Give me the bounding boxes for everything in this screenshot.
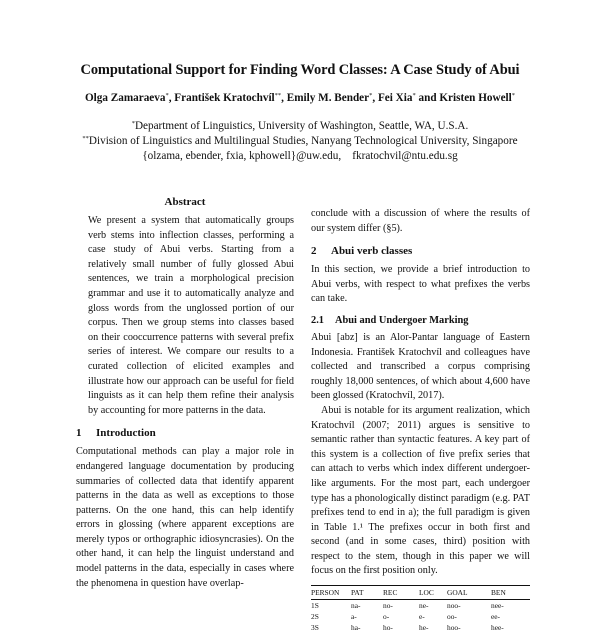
prefix-table xyxy=(311,585,530,633)
table-cell: he- xyxy=(419,623,429,633)
author-name: František Kratochvíl xyxy=(174,92,275,104)
section-heading-verb-classes xyxy=(311,245,530,257)
table-cell: ee- xyxy=(491,612,501,622)
table-cell: 2S xyxy=(311,612,319,622)
table-header-cell: PERSON xyxy=(311,586,351,600)
abui-paragraph-2: Abui is notable for its argument realization, which Kratochvíl (2007; 2011) argues is sensitive to semantic rather than syntactic features. A key part of this system is a collection of five prefix series that can attach to verbs which index different undergoer-like arguments. For the most part, each undergoer type has a phonologically distinct paradigm (e.g. PAT prefixes tend to end in a); the full paradigm is given in Table 1.¹ The prefixes occur in both first and second (and in some cases, third) position with respect to the stem, though in this paper we will focus on the first position only. xyxy=(311,404,530,577)
subsection-heading-undergoer xyxy=(311,315,530,326)
author-affiliation-mark: * xyxy=(369,92,373,99)
table-cell: no- xyxy=(383,601,393,611)
subsection-title: Abui and Undergoer Marking xyxy=(335,314,469,326)
author-affiliation-mark: * xyxy=(165,92,169,99)
table-row xyxy=(311,611,530,622)
author-affiliation-mark: * xyxy=(511,92,516,99)
author-name: Emily M. Bender xyxy=(286,92,370,104)
section-title: Introduction xyxy=(96,427,156,440)
table-cell: noo- xyxy=(447,601,461,611)
table-cell: ho- xyxy=(383,623,393,633)
table-row xyxy=(311,600,530,612)
table-cell: a- xyxy=(351,612,357,622)
subsection-number: 2.1 xyxy=(311,314,324,326)
section-number: 1 xyxy=(76,427,82,440)
table-cell: ha- xyxy=(351,623,361,633)
table-header-cell: BEN xyxy=(491,586,530,600)
affiliation-text: Department of Linguistics, University of Washington, Seattle, WA, U.S.A. xyxy=(134,120,469,132)
affiliation-mark: ** xyxy=(82,135,89,142)
table-cell: na- xyxy=(351,601,361,611)
author-name: Olga Zamaraeva xyxy=(84,92,166,104)
right-column xyxy=(311,207,530,633)
affiliation-text: Division of Linguistics and Multilingual Studies, Nanyang Technological University, Singapore xyxy=(88,135,518,147)
author-emails: {olzama, ebender, fxia, kphowell}@uw.edu, fkratochvil@ntu.edu.sg xyxy=(142,150,458,162)
table-cell: hee- xyxy=(491,623,504,633)
author-name: Kristen Howell xyxy=(439,92,512,104)
table-cell: 1S xyxy=(311,601,319,611)
author-name: Fei Xia xyxy=(377,92,413,104)
author-list: Olga Zamaraeva*, František Kratochvíl**, Emily M. Bender*, Fei Xia* and Kristen Howell* xyxy=(84,92,516,104)
author-affiliation-mark: * xyxy=(412,92,416,99)
paper-title: Computational Support for Finding Word Classes: A Case Study of Abui xyxy=(80,62,520,78)
author-affiliation-mark: ** xyxy=(274,92,282,99)
table-cell: e- xyxy=(419,612,425,622)
table-row xyxy=(311,622,530,633)
table-header-cell: REC xyxy=(383,586,419,600)
table-header-cell: PAT xyxy=(351,586,383,600)
abui-paragraph-1: Abui [abz] is an Alor-Pantar language of Eastern Indonesia. František Kratochvíl and colleagues have collected and transcribed a corpus comprising roughly 18,000 sentences, of which about 4,600 have been glossed (Kratochvíl, 2017). xyxy=(311,331,530,402)
affiliation-ntu xyxy=(40,135,560,147)
abstract-heading: Abstract xyxy=(164,196,206,208)
table-cell: nee- xyxy=(491,601,504,611)
introduction-paragraph: Computational methods can play a major role in endangered language documentation by producing summaries of collected data that identify apparent patterns in the data as well as exceptions to those patterns. On the one hand, this can help identify errors in glossing (where apparent exceptions are merely typos or orthographic idiosyncrasies). On the other hand, it can help the linguist understand and model patterns in the data, especially in cases where the phenomena in question have overlap- xyxy=(76,446,294,589)
affiliation-mark: * xyxy=(131,120,135,127)
table-cell: oo- xyxy=(447,612,457,622)
table-header-row xyxy=(311,586,530,600)
table-cell: 3S xyxy=(311,623,319,633)
table-cell: hoo- xyxy=(447,623,461,633)
left-column xyxy=(76,196,294,591)
section-number: 2 xyxy=(311,245,317,258)
verb-classes-paragraph: In this section, we provide a brief introduction to Abui verbs, with respect to what prefixes the verbs can take. xyxy=(311,264,530,305)
section-title: Abui verb classes xyxy=(331,245,413,258)
continued-paragraph: conclude with a discussion of where the results of our system differ (§5). xyxy=(311,208,530,234)
table-header-cell: GOAL xyxy=(447,586,491,600)
table-cell: o- xyxy=(383,612,390,622)
abstract-text: We present a system that automatically groups verb stems into inflection classes, performing a case study of Abui verbs. Starting from a relatively small number of fully glossed Abui sentences, we train a morphological precision grammar and use it to automatically analyze and gloss words from the unglossed portion of our corpus. Then we group stems into classes based on their cooccurrence patterns with several prefix series of interest. We compare our results to a curated collection of elicited examples and illustrate how our approach can be useful for field linguists as it can help them refine their analysis by accounting for more patterns in the data. xyxy=(88,215,294,416)
table-cell: ne- xyxy=(419,601,429,611)
affiliation-uw xyxy=(40,120,560,132)
section-heading-introduction xyxy=(76,427,294,439)
table-header-cell: LOC xyxy=(419,586,447,600)
